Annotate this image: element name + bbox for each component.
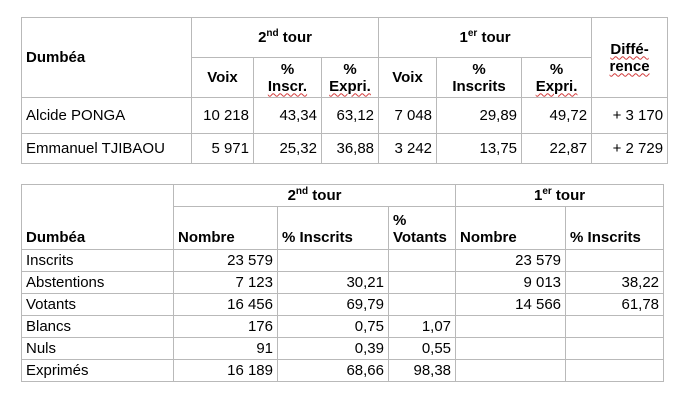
row-label: Votants: [22, 294, 174, 316]
header-inscrits-round1: [437, 58, 522, 98]
participation-table: [21, 184, 664, 382]
cell-inscrits-round1: 61,78: [566, 294, 664, 316]
cell-inscrits-round1: [566, 360, 664, 382]
cell-inscrits-round2: 30,21: [278, 272, 389, 294]
table2-round2-header: [174, 185, 456, 207]
table-row: [22, 360, 664, 382]
cell-nombre-round1: 23 579: [456, 250, 566, 272]
header-expri-round2-label: Expri.: [329, 77, 371, 95]
row-label: Abstentions: [22, 272, 174, 294]
row-label: Exprimés: [22, 360, 174, 382]
candidate-name: Alcide PONGA: [22, 98, 192, 134]
header-nombre-round1: Nombre: [456, 207, 566, 250]
round1-ordinal: er: [542, 186, 552, 197]
cell-voix-round1: 7 048: [379, 98, 437, 134]
header-expri-round1-label: Expri.: [535, 77, 578, 95]
round1-tour-word: tour: [477, 29, 511, 46]
header-inscrits-round2: % Inscrits: [278, 207, 389, 250]
cell-nombre-round2: 176: [174, 316, 278, 338]
header-expri-round1-pct: %: [549, 60, 564, 78]
round2-tour-word: tour: [278, 29, 312, 46]
round1-number: 1: [459, 29, 468, 46]
header-voix-round2: Voix: [192, 58, 254, 98]
header-expri-round2-pct: %: [343, 60, 357, 78]
cell-voix-round2: 5 971: [192, 134, 254, 164]
cell-inscrits-round1: 38,22: [566, 272, 664, 294]
cell-nombre-round2: 16 189: [174, 360, 278, 382]
table1-round2-header: [192, 18, 379, 58]
table-row: [22, 98, 668, 134]
cell-inscrits-round1: 13,75: [437, 134, 522, 164]
round2-number: 2: [258, 29, 267, 46]
round1-number: 1: [533, 187, 543, 204]
table1-round1-header: [379, 18, 592, 58]
cell-inscrits-round2: 0,39: [278, 338, 389, 360]
table2-round1-header: [456, 185, 664, 207]
difference-line2: rence: [609, 57, 650, 75]
cell-nombre-round2: 16 456: [174, 294, 278, 316]
header-votants: [389, 207, 456, 250]
cell-nombre-round2: 7 123: [174, 272, 278, 294]
cell-votants: 0,55: [389, 338, 456, 360]
cell-inscrits-round2: [278, 250, 389, 272]
cell-nombre-round2: 91: [174, 338, 278, 360]
header-inscr-round2-label: Inscr.: [267, 77, 308, 95]
cell-nombre-round1: [456, 360, 566, 382]
table-row: [22, 250, 664, 272]
cell-votants: [389, 272, 456, 294]
row-label: Blancs: [22, 316, 174, 338]
cell-inscrits-round1: [566, 338, 664, 360]
header-inscrits-round1-pct: %: [472, 60, 486, 78]
cell-inscrits-round2: 0,75: [278, 316, 389, 338]
cell-inscr-round2: 25,32: [254, 134, 322, 164]
round1-tour-word: tour: [551, 187, 586, 204]
cell-inscrits-round2: 68,66: [278, 360, 389, 382]
round2-ordinal: nd: [266, 28, 279, 39]
header-expri-round2: [322, 58, 379, 98]
table-row: [22, 316, 664, 338]
header-expri-round1: [522, 58, 592, 98]
round1-ordinal: er: [467, 28, 478, 39]
cell-expri-round2: 63,12: [322, 98, 379, 134]
cell-nombre-round1: 9 013: [456, 272, 566, 294]
header-inscr-round2-pct: %: [280, 60, 295, 78]
round2-number: 2: [287, 187, 296, 204]
cell-voix-round1: 3 242: [379, 134, 437, 164]
row-label: Nuls: [22, 338, 174, 360]
cell-inscrits-round2: 69,79: [278, 294, 389, 316]
cell-nombre-round1: 14 566: [456, 294, 566, 316]
header-inscrits-round1: % Inscrits: [566, 207, 664, 250]
header-inscr-round2: [254, 58, 322, 98]
header-votants-label: Votants: [393, 229, 447, 246]
cell-expri-round1: 49,72: [522, 98, 592, 134]
cell-nombre-round2: 23 579: [174, 250, 278, 272]
round2-tour-word: tour: [308, 187, 342, 204]
cell-votants: 98,38: [389, 360, 456, 382]
table-row: [22, 134, 668, 164]
cell-votants: [389, 250, 456, 272]
table2-corner-label: Dumbéa: [22, 185, 174, 250]
table-row: [22, 338, 664, 360]
cell-expri-round1: 22,87: [522, 134, 592, 164]
cell-difference: + 3 170: [592, 98, 668, 134]
cell-nombre-round1: [456, 316, 566, 338]
header-inscrits-round1-label: Inscrits: [452, 77, 506, 95]
header-votants-pct: %: [393, 212, 407, 229]
table-row: [22, 294, 664, 316]
cell-inscrits-round1: [566, 250, 664, 272]
cell-inscrits-round1: 29,89: [437, 98, 522, 134]
header-voix-round1: Voix: [379, 58, 437, 98]
cell-votants: 1,07: [389, 316, 456, 338]
candidate-name: Emmanuel TJIBAOU: [22, 134, 192, 164]
candidates-results-table: [21, 17, 668, 164]
cell-voix-round2: 10 218: [192, 98, 254, 134]
table-row: [22, 272, 664, 294]
cell-inscrits-round1: [566, 316, 664, 338]
difference-line1: Diffé-: [610, 40, 649, 58]
cell-votants: [389, 294, 456, 316]
header-nombre-round2: Nombre: [174, 207, 278, 250]
cell-inscr-round2: 43,34: [254, 98, 322, 134]
round2-ordinal: nd: [295, 186, 309, 197]
table1-difference-header: [592, 18, 668, 98]
cell-expri-round2: 36,88: [322, 134, 379, 164]
row-label: Inscrits: [22, 250, 174, 272]
cell-difference: + 2 729: [592, 134, 668, 164]
table1-corner-label: Dumbéa: [22, 18, 192, 98]
cell-nombre-round1: [456, 338, 566, 360]
